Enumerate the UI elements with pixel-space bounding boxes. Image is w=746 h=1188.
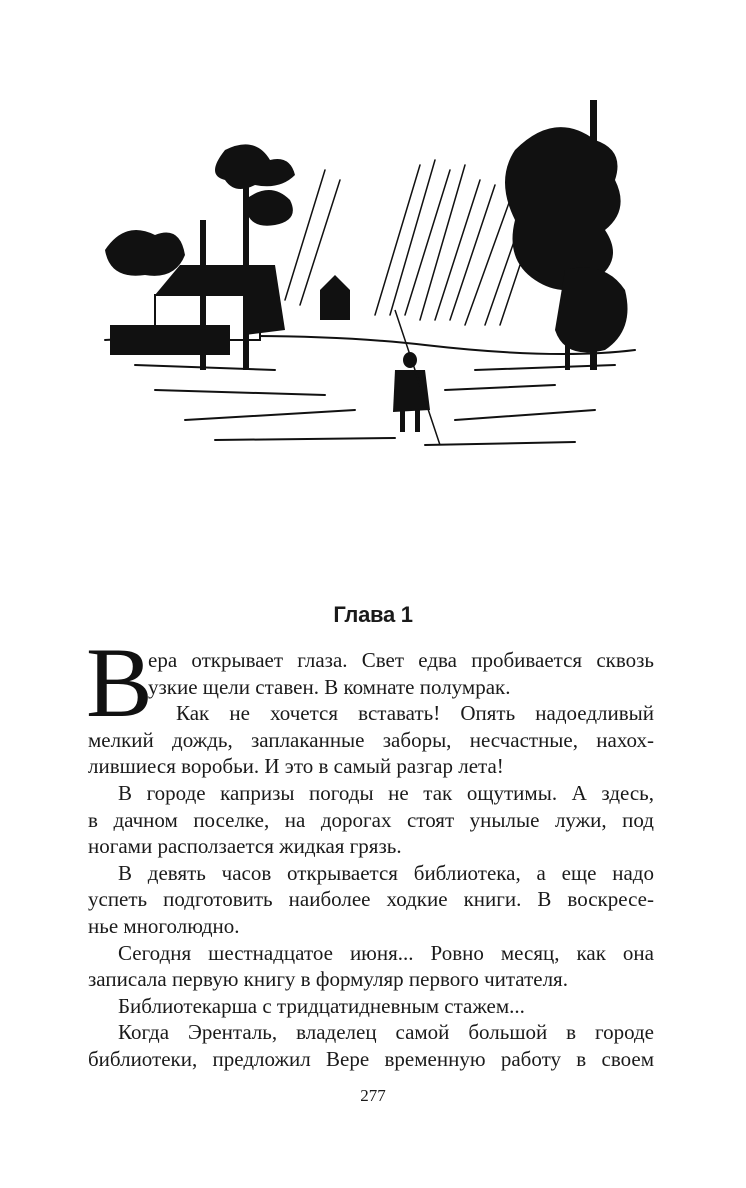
text-line: библиотеки, предложил Вере временную работу в своем — [88, 1046, 654, 1071]
text-line: записала первую книгу в формуляр первого читателя. — [88, 967, 568, 992]
text-line: В городе капризы погоды не так ощутимы. А здесь, — [118, 780, 654, 805]
walking-figure — [393, 352, 430, 432]
text-line: в дачном поселке, на дорогах стоят унылые лужи, под — [88, 807, 654, 832]
body-text — [88, 647, 654, 1073]
text-line: Когда Эренталь, владелец самой большой в городе — [118, 1020, 654, 1045]
text-line: нье многолюдно. — [88, 913, 240, 938]
text-line: узкие щели ставен. В комнате полумрак. — [148, 674, 511, 699]
text-line: В девять часов открывается библиотека, а еще надо — [118, 860, 654, 885]
text-line: Библиотекарша с тридцатидневным стажем... — [118, 993, 525, 1018]
drop-cap: В — [86, 627, 153, 738]
text-line: ногами расползается жидкая грязь. — [88, 834, 402, 859]
page-number: 277 — [360, 1086, 386, 1105]
text-line: успеть подготовить наиболее ходкие книги. В воскресе- — [88, 887, 654, 912]
text-line: Сегодня шестнадцатое июня... Ровно месяц, как она — [118, 940, 654, 965]
chapter-title: Глава 1 — [333, 602, 413, 627]
text-line: Как не хочется вставать! Опять надоедливый — [176, 701, 654, 726]
village-rain-illustration — [95, 90, 645, 465]
text-line: мелкий дождь, заплаканные заборы, несчастные, нахох- — [88, 727, 654, 752]
text-line: лившиеся воробьи. И это в самый разгар лета! — [88, 754, 504, 779]
text-line: ера открывает глаза. Свет едва пробивается сквозь — [148, 648, 654, 672]
